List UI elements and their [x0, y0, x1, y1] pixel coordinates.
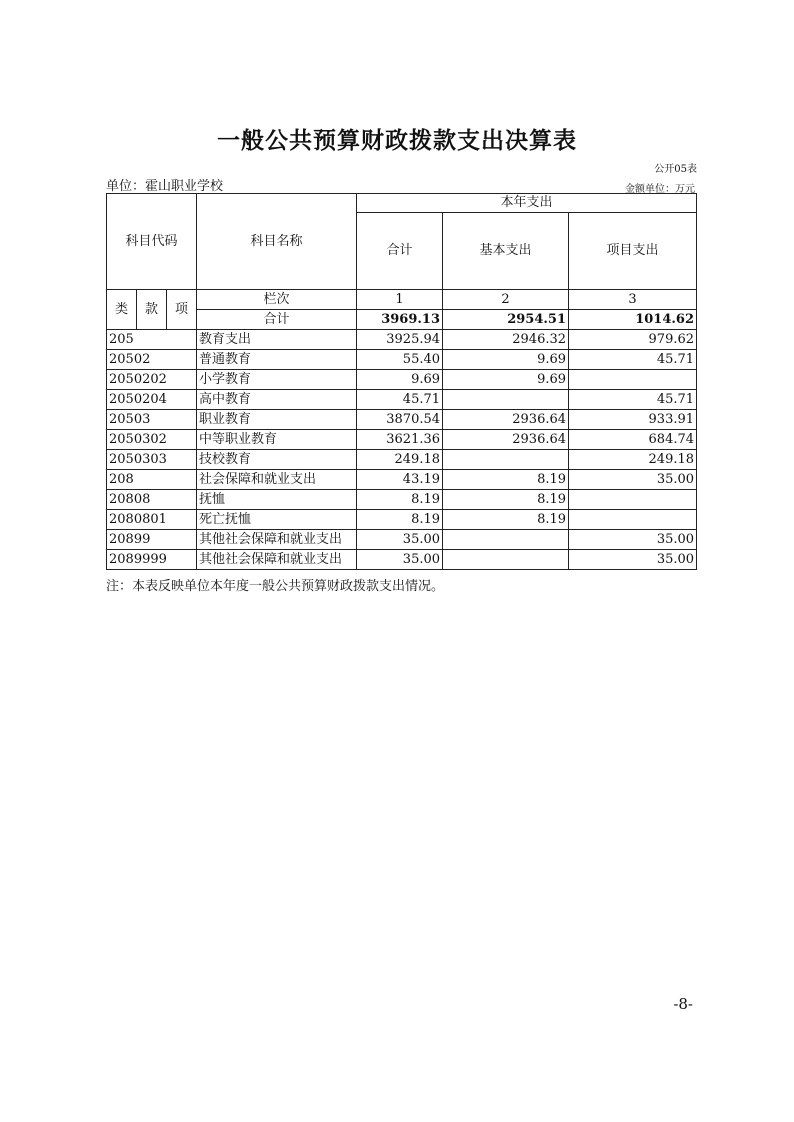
row-code: 2050303 [107, 450, 197, 470]
row-project [569, 370, 697, 390]
header-kuan: 款 [137, 290, 167, 330]
row-total: 9.69 [357, 370, 443, 390]
row-total: 35.00 [357, 530, 443, 550]
row-total: 55.40 [357, 350, 443, 370]
row-name: 技校教育 [197, 450, 357, 470]
row-project: 979.62 [569, 330, 697, 350]
table-row [107, 510, 697, 530]
row-name: 教育支出 [197, 330, 357, 350]
row-total: 43.19 [357, 470, 443, 490]
table-note: 注：本表反映单位本年度一般公共预算财政拨款支出情况。 [106, 579, 445, 594]
header-column-no: 栏次 [197, 290, 357, 310]
row-total: 35.00 [357, 550, 443, 570]
row-code: 2050202 [107, 370, 197, 390]
row-total: 8.19 [357, 510, 443, 530]
expenditure-table [106, 193, 697, 570]
row-project: 45.71 [569, 350, 697, 370]
row-name: 普通教育 [197, 350, 357, 370]
row-code: 205 [107, 330, 197, 350]
table-row [107, 470, 697, 490]
table-row [107, 490, 697, 510]
sum-basic: 2954.51 [443, 310, 569, 330]
header-this-year: 本年支出 [357, 194, 697, 213]
row-basic: 8.19 [443, 470, 569, 490]
row-code: 20899 [107, 530, 197, 550]
header-col1: 1 [357, 290, 443, 310]
row-total: 3870.54 [357, 410, 443, 430]
row-basic [443, 550, 569, 570]
table-row [107, 350, 697, 370]
row-code: 2050204 [107, 390, 197, 410]
row-total: 3925.94 [357, 330, 443, 350]
sum-total: 3969.13 [357, 310, 443, 330]
form-number: 公开05表 [654, 164, 697, 175]
row-basic [443, 530, 569, 550]
row-basic: 2936.64 [443, 430, 569, 450]
row-basic [443, 390, 569, 410]
header-project: 项目支出 [569, 213, 697, 290]
table-row [107, 450, 697, 470]
row-basic [443, 450, 569, 470]
row-total: 45.71 [357, 390, 443, 410]
header-xiang: 项 [167, 290, 197, 330]
unit-label: 单位：霍山职业学校 [106, 179, 224, 194]
sum-project: 1014.62 [569, 310, 697, 330]
row-project: 35.00 [569, 470, 697, 490]
row-basic: 2946.32 [443, 330, 569, 350]
row-code: 20503 [107, 410, 197, 430]
row-total: 8.19 [357, 490, 443, 510]
table-row [107, 430, 697, 450]
row-name: 职业教育 [197, 410, 357, 430]
row-code: 2050302 [107, 430, 197, 450]
row-name: 社会保障和就业支出 [197, 470, 357, 490]
money-unit-label: 金额单位：万元 [625, 184, 695, 195]
row-name: 其他社会保障和就业支出 [197, 530, 357, 550]
row-project: 933.91 [569, 410, 697, 430]
row-code: 208 [107, 470, 197, 490]
row-code: 20808 [107, 490, 197, 510]
sum-label: 合计 [197, 310, 357, 330]
row-basic: 8.19 [443, 490, 569, 510]
row-total: 3621.36 [357, 430, 443, 450]
table-row [107, 330, 697, 350]
row-name: 高中教育 [197, 390, 357, 410]
row-code: 2089999 [107, 550, 197, 570]
table-row [107, 550, 697, 570]
header-name: 科目名称 [197, 194, 357, 290]
row-project: 249.18 [569, 450, 697, 470]
row-code: 2080801 [107, 510, 197, 530]
row-name: 其他社会保障和就业支出 [197, 550, 357, 570]
header-col3: 3 [569, 290, 697, 310]
header-col2: 2 [443, 290, 569, 310]
row-code: 20502 [107, 350, 197, 370]
table-row [107, 410, 697, 430]
row-basic: 2936.64 [443, 410, 569, 430]
table-row [107, 390, 697, 410]
header-basic: 基本支出 [443, 213, 569, 290]
table-row [107, 370, 697, 390]
document-title: 一般公共预算财政拨款支出决算表 [217, 127, 577, 154]
row-name: 死亡抚恤 [197, 510, 357, 530]
row-basic: 8.19 [443, 510, 569, 530]
row-name: 抚恤 [197, 490, 357, 510]
table-row [107, 530, 697, 550]
row-project: 35.00 [569, 550, 697, 570]
row-project: 45.71 [569, 390, 697, 410]
row-basic: 9.69 [443, 350, 569, 370]
page-number: -8- [673, 995, 693, 1013]
row-project: 684.74 [569, 430, 697, 450]
row-project: 35.00 [569, 530, 697, 550]
row-total: 249.18 [357, 450, 443, 470]
row-basic: 9.69 [443, 370, 569, 390]
header-code: 科目代码 [107, 194, 197, 290]
row-name: 小学教育 [197, 370, 357, 390]
header-total: 合计 [357, 213, 443, 290]
header-lei: 类 [107, 290, 137, 330]
row-project [569, 490, 697, 510]
row-project [569, 510, 697, 530]
row-name: 中等职业教育 [197, 430, 357, 450]
